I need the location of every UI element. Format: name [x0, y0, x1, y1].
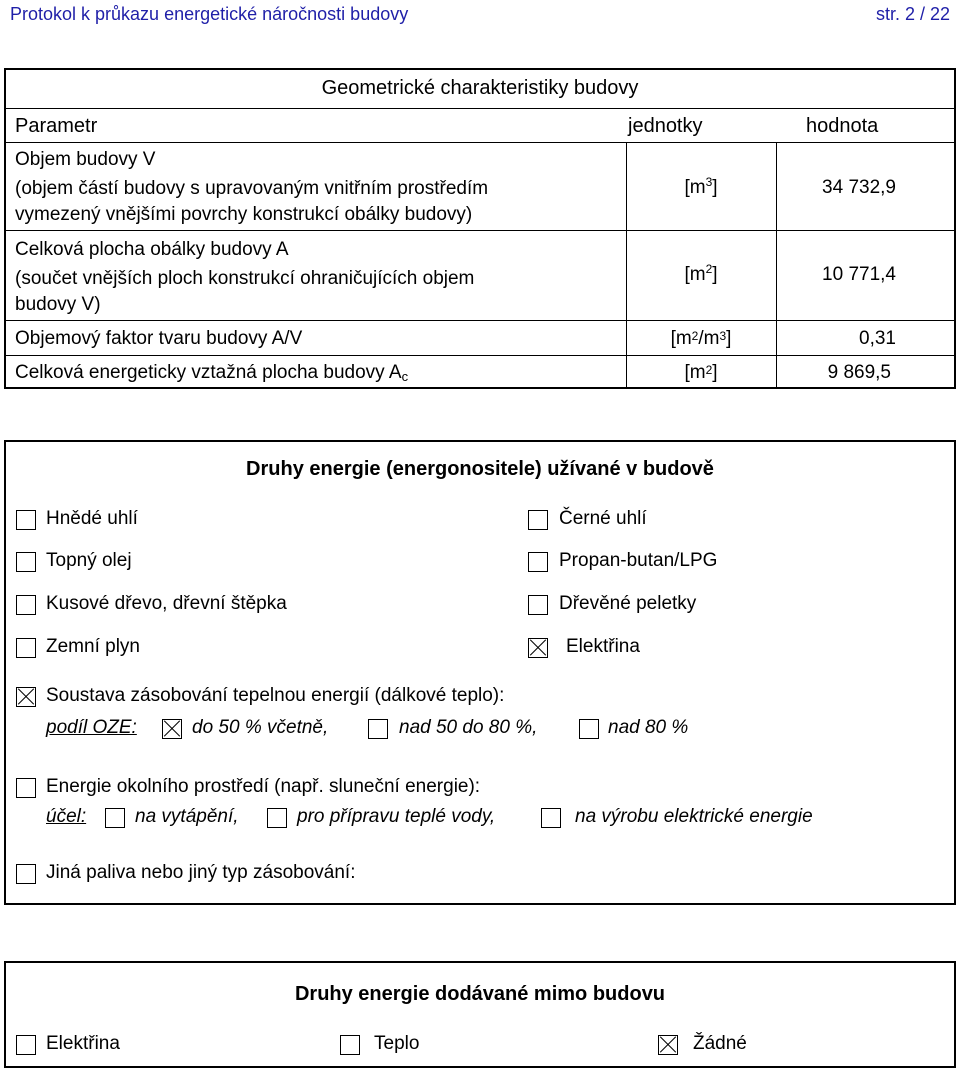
checkbox-oze-up-to-50[interactable] — [162, 719, 182, 739]
divider — [6, 108, 954, 109]
checkbox-black-coal[interactable] — [528, 510, 548, 530]
checkbox-firewood[interactable] — [16, 595, 36, 615]
label-supply-none: Žádné — [693, 1033, 747, 1054]
column-header-parameter: Parametr — [15, 115, 98, 137]
unit-cell: $[m^2/m^3]$ — [670, 328, 732, 349]
header-page-number: str. 2 / 22 — [875, 4, 950, 24]
checkbox-fuel-oil[interactable] — [16, 552, 36, 572]
unit-cell: $[m^2]$ — [684, 362, 718, 383]
checkbox-supply-electricity[interactable] — [16, 1035, 36, 1055]
column-header-units: jednotky — [628, 115, 703, 137]
row-label: Celková plocha obálky budovy A — [15, 239, 289, 260]
divider — [6, 142, 954, 143]
header-document-title: Protokol k průkazu energetické náročnosti budovy — [10, 4, 409, 24]
label-electricity-production: na výrobu elektrické energie — [575, 806, 813, 827]
label-other-fuels: Jiná paliva nebo jiný typ zásobování: — [46, 862, 356, 883]
label-hot-water: pro přípravu teplé vody, — [297, 806, 496, 827]
checkbox-district-heating[interactable] — [16, 687, 36, 707]
checkbox-supply-none[interactable] — [658, 1035, 678, 1055]
label-district-heating: Soustava zásobování tepelnou energií (dálkové teplo): — [46, 685, 505, 706]
label-fuel-oil: Topný olej — [46, 550, 132, 571]
row-label: vymezený vnějšími povrchy konstrukcí obálky budovy) — [15, 204, 473, 225]
label-ambient-energy: Energie okolního prostředí (např. sluneční energie): — [46, 776, 481, 797]
column-header-value: hodnota — [806, 115, 879, 137]
row-label: (součet vnějších ploch konstrukcí ohraničujících objem — [15, 268, 475, 289]
label-firewood: Kusové dřevo, dřevní štěpka — [46, 593, 287, 614]
divider — [6, 320, 954, 321]
label-oze-up-to-50: do 50 % včetně, — [192, 717, 329, 738]
table-row-shape-factor: Objemový faktor tvaru budovy A/V — [15, 328, 303, 349]
geometry-table — [4, 68, 956, 389]
row-label: budovy V) — [15, 294, 101, 315]
label-oze-50-80: nad 50 do 80 %, — [399, 717, 538, 738]
energy-supplied-title: Druhy energie dodávané mimo budovu — [294, 983, 666, 1005]
label-wood-pellets: Dřevěné peletky — [559, 593, 697, 614]
label-heating: na vytápění, — [135, 806, 239, 827]
value-cell: 0,31 — [859, 328, 896, 349]
checkbox-ambient-energy[interactable] — [16, 778, 36, 798]
divider — [6, 355, 954, 356]
label-natural-gas: Zemní plyn — [46, 636, 140, 657]
checkbox-electricity-production[interactable] — [541, 808, 561, 828]
energy-supplied-outside-section — [4, 961, 956, 1068]
checkbox-heating[interactable] — [105, 808, 125, 828]
table-row-reference-area: Celková energeticky vztažná plocha budovy $A_c$ — [15, 362, 409, 384]
checkbox-hot-water[interactable] — [267, 808, 287, 828]
checkbox-oze-50-80[interactable] — [368, 719, 388, 739]
checkbox-supply-heat[interactable] — [340, 1035, 360, 1055]
row-label: Objem budovy V — [15, 149, 156, 170]
value-cell: 9 869,5 — [827, 362, 891, 383]
unit-cell: $[m^3]$ — [684, 175, 718, 198]
label-black-coal: Černé uhlí — [559, 508, 647, 529]
label-brown-coal: Hnědé uhlí — [46, 508, 138, 529]
geometry-title: Geometrické charakteristiky budovy — [321, 77, 639, 99]
energy-types-section — [4, 440, 956, 905]
value-cell: 34 732,9 — [822, 177, 896, 198]
row-label: (objem částí budovy s upravovaným vnitřním prostředím — [15, 178, 489, 199]
label-oze-over-80: nad 80 % — [608, 717, 689, 738]
checkbox-oze-over-80[interactable] — [579, 719, 599, 739]
label-oze-share: podíl OZE: — [46, 717, 137, 738]
divider — [6, 230, 954, 231]
unit-cell: $[m^2]$ — [684, 262, 718, 285]
checkbox-lpg[interactable] — [528, 552, 548, 572]
checkbox-natural-gas[interactable] — [16, 638, 36, 658]
checkbox-brown-coal[interactable] — [16, 510, 36, 530]
value-cell: 10 771,4 — [822, 264, 896, 285]
checkbox-electricity[interactable] — [528, 638, 548, 658]
checkbox-wood-pellets[interactable] — [528, 595, 548, 615]
label-purpose: účel: — [46, 806, 87, 827]
table-row-volume — [15, 145, 488, 227]
label-lpg: Propan-butan/LPG — [559, 550, 718, 571]
label-supply-heat: Teplo — [374, 1033, 420, 1054]
label-electricity: Elektřina — [566, 636, 640, 657]
checkbox-other-fuels[interactable] — [16, 864, 36, 884]
label-supply-electricity: Elektřina — [46, 1033, 120, 1054]
table-row-envelope-area — [15, 235, 474, 317]
energy-types-title: Druhy energie (energonositele) užívané v budově — [246, 458, 714, 480]
